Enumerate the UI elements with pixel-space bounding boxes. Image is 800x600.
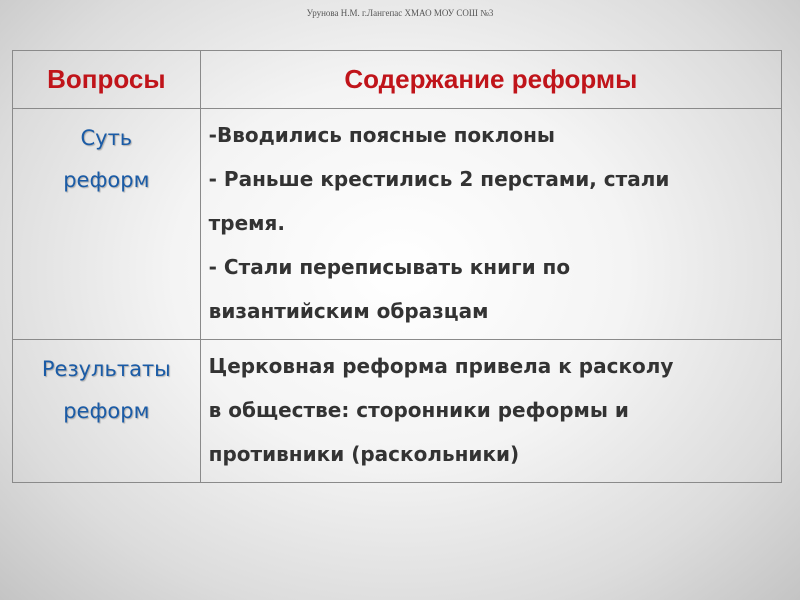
question-line: реформ	[63, 168, 150, 192]
reform-table	[12, 50, 782, 483]
table-row	[13, 340, 782, 483]
question-line: Результаты	[41, 357, 171, 381]
content-line: византийским образцам	[208, 299, 489, 323]
content-line: в обществе: сторонники реформы и	[208, 398, 629, 422]
content-line: - Стали переписывать книги по	[208, 255, 571, 279]
header-questions: Вопросы	[13, 51, 201, 109]
question-line: Суть	[80, 126, 133, 150]
content-line: Церковная реформа привела к расколу	[208, 354, 674, 378]
question-cell	[13, 109, 201, 340]
content-line: - Раньше крестились 2 перстами, стали	[208, 167, 670, 191]
content-line: -Вводились поясные поклоны	[208, 123, 556, 147]
table-header-row	[13, 51, 782, 109]
header-reform-content: Содержание реформы	[200, 51, 781, 109]
question-cell	[13, 340, 201, 483]
table-row	[13, 109, 782, 340]
content-line: тремя.	[208, 211, 285, 235]
slide-caption: Урунова Н.М. г.Лангепас ХМАО МОУ СОШ №3	[306, 8, 494, 18]
content-cell	[200, 109, 781, 340]
content-line: противники (раскольники)	[208, 442, 520, 466]
question-line: реформ	[63, 399, 150, 423]
content-cell	[200, 340, 781, 483]
